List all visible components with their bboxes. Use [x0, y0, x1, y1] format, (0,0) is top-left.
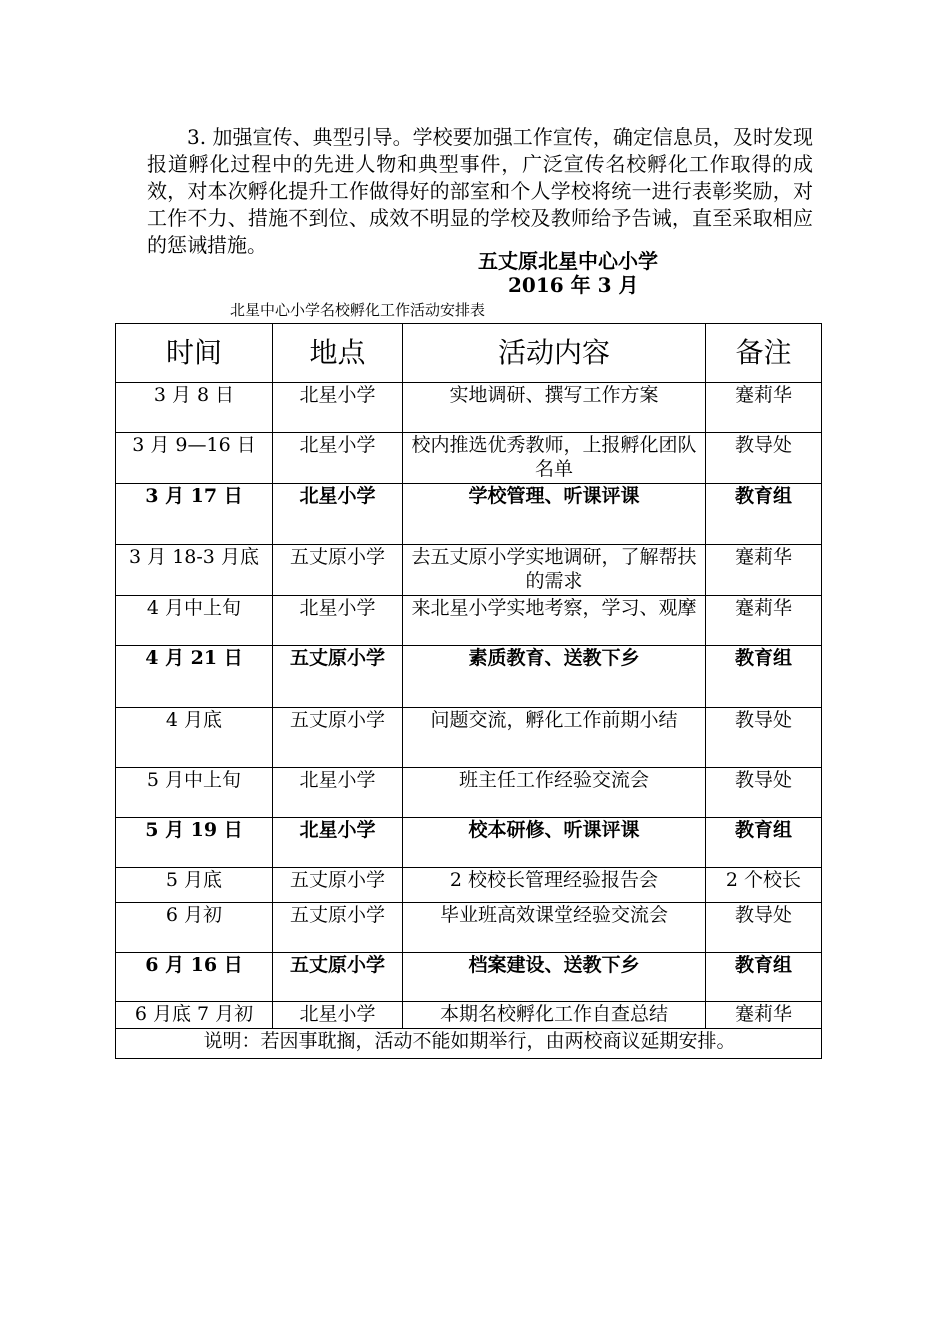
- cell-time: 5 月 19 日: [116, 818, 273, 868]
- cell-remark: 蹇莉华: [706, 1002, 822, 1029]
- header-time: 时间: [116, 324, 273, 383]
- cell-remark: 2 个校长: [706, 868, 822, 903]
- cell-time: 4 月 21 日: [116, 646, 273, 708]
- cell-remark: 教育组: [706, 646, 822, 708]
- cell-place: 北星小学: [273, 768, 403, 818]
- cell-remark: 教育组: [706, 818, 822, 868]
- cell-remark: 教导处: [706, 768, 822, 818]
- cell-activity: 本期名校孵化工作自查总结: [403, 1002, 706, 1029]
- signature-date: 2016 年 3 月: [508, 273, 639, 297]
- cell-place: 北星小学: [273, 1002, 403, 1029]
- cell-remark: 教导处: [706, 433, 822, 484]
- cell-place: 北星小学: [273, 596, 403, 646]
- cell-place: 北星小学: [273, 484, 403, 545]
- cell-time: 6 月 16 日: [116, 953, 273, 1002]
- table-row: [116, 818, 822, 868]
- table-row: [116, 545, 822, 596]
- table-row: [116, 433, 822, 484]
- cell-activity: 毕业班高效课堂经验交流会: [403, 903, 706, 953]
- table-row: [116, 484, 822, 545]
- cell-place: 五丈原小学: [273, 868, 403, 903]
- cell-activity: 学校管理、听课评课: [403, 484, 706, 545]
- cell-place: 五丈原小学: [273, 708, 403, 768]
- cell-remark: 蹇莉华: [706, 383, 822, 433]
- table-caption: 北星中心小学名校孵化工作活动安排表: [230, 301, 486, 319]
- cell-time: 5 月底: [116, 868, 273, 903]
- cell-time: 3 月 8 日: [116, 383, 273, 433]
- cell-activity: 档案建设、送教下乡: [403, 953, 706, 1002]
- header-remark: 备注: [706, 324, 822, 383]
- header-place: 地点: [273, 324, 403, 383]
- cell-activity: 实地调研、撰写工作方案: [403, 383, 706, 433]
- cell-activity: 校内推选优秀教师，上报孵化团队名单: [403, 433, 706, 484]
- cell-time: 6 月初: [116, 903, 273, 953]
- cell-time: 4 月中上旬: [116, 596, 273, 646]
- cell-place: 北星小学: [273, 383, 403, 433]
- cell-time: 6 月底 7 月初: [116, 1002, 273, 1029]
- cell-time: 5 月中上旬: [116, 768, 273, 818]
- cell-place: 五丈原小学: [273, 545, 403, 596]
- cell-activity: 来北星小学实地考察，学习、观摩: [403, 596, 706, 646]
- cell-activity: 素质教育、送教下乡: [403, 646, 706, 708]
- cell-remark: 教育组: [706, 484, 822, 545]
- cell-activity: 校本研修、听课评课: [403, 818, 706, 868]
- cell-activity: 问题交流，孵化工作前期小结: [403, 708, 706, 768]
- table-row: [116, 708, 822, 768]
- table-note-row: [116, 1029, 822, 1059]
- header-activity: 活动内容: [403, 324, 706, 383]
- cell-activity: 2 校校长管理经验报告会: [403, 868, 706, 903]
- schedule-table: [115, 323, 822, 1059]
- cell-remark: 教导处: [706, 708, 822, 768]
- table-row: [116, 953, 822, 1002]
- cell-time: 4 月底: [116, 708, 273, 768]
- cell-place: 五丈原小学: [273, 646, 403, 708]
- table-row: [116, 596, 822, 646]
- cell-time: 3 月 17 日: [116, 484, 273, 545]
- table-note: 说明：若因事耽搁，活动不能如期举行，由两校商议延期安排。: [116, 1029, 822, 1059]
- table-row: [116, 868, 822, 903]
- cell-place: 五丈原小学: [273, 953, 403, 1002]
- cell-place: 北星小学: [273, 433, 403, 484]
- cell-activity: 去五丈原小学实地调研，了解帮扶的需求: [403, 545, 706, 596]
- table-row: [116, 383, 822, 433]
- cell-remark: 教育组: [706, 953, 822, 1002]
- cell-activity: 班主任工作经验交流会: [403, 768, 706, 818]
- cell-remark: 教导处: [706, 903, 822, 953]
- signature-organization: 五丈原北星中心小学: [478, 249, 658, 273]
- cell-place: 五丈原小学: [273, 903, 403, 953]
- table-row: [116, 1002, 822, 1029]
- table-row: [116, 768, 822, 818]
- table-row: [116, 646, 822, 708]
- cell-time: 3 月 18-3 月底: [116, 545, 273, 596]
- cell-remark: 蹇莉华: [706, 545, 822, 596]
- table-header-row: [116, 324, 822, 383]
- body-paragraph: 3. 加强宣传、典型引导。学校要加强工作宣传，确定信息员，及时发现报道孵化过程中的先进人物和典型事件，广泛宣传名校孵化工作取得的成效，对本次孵化提升工作做得好的部室和个人学校将统一进行表彰奖励，对工作不力、措施不到位、成效不明显的学校及教师给予告诫，直至采取相应的惩诫措施。: [147, 125, 813, 257]
- cell-remark: 蹇莉华: [706, 596, 822, 646]
- cell-place: 北星小学: [273, 818, 403, 868]
- table-row: [116, 903, 822, 953]
- cell-time: 3 月 9—16 日: [116, 433, 273, 484]
